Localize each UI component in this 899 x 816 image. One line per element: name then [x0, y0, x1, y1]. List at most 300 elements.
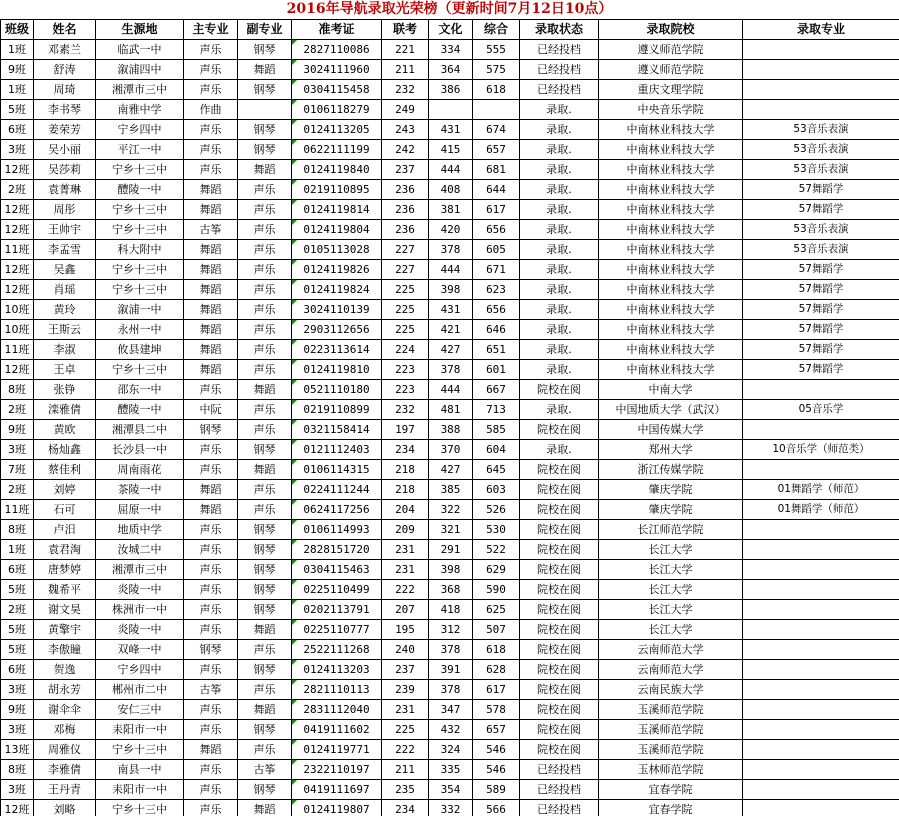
cell-status[interactable]: 录取. — [520, 160, 599, 180]
cell-name[interactable]: 邓素兰 — [34, 40, 96, 60]
cell-university[interactable]: 中南林业科技大学 — [599, 200, 743, 220]
cell-joint-exam[interactable]: 231 — [382, 540, 429, 560]
cell-composite[interactable]: 667 — [473, 380, 520, 400]
cell-university[interactable]: 云南师范大学 — [599, 660, 743, 680]
cell-joint-exam[interactable]: 225 — [382, 300, 429, 320]
cell-origin[interactable]: 湘潭县二中 — [96, 420, 184, 440]
cell-name[interactable]: 胡永芳 — [34, 680, 96, 700]
cell-main-major[interactable]: 声乐 — [184, 760, 238, 780]
cell-status[interactable]: 录取. — [520, 320, 599, 340]
cell-ticket-number[interactable]: 0121112403 — [292, 440, 382, 460]
cell-culture[interactable]: 398 — [429, 560, 473, 580]
cell-main-major[interactable]: 声乐 — [184, 40, 238, 60]
cell-status[interactable]: 已经投档 — [520, 60, 599, 80]
cell-ticket-number[interactable]: 0304115463 — [292, 560, 382, 580]
cell-joint-exam[interactable]: 234 — [382, 440, 429, 460]
cell-origin[interactable]: 宁乡十三中 — [96, 200, 184, 220]
cell-status[interactable]: 录取. — [520, 360, 599, 380]
cell-ticket-number[interactable]: 0124113205 — [292, 120, 382, 140]
cell-name[interactable]: 谢伞伞 — [34, 700, 96, 720]
cell-main-major[interactable]: 古筝 — [184, 220, 238, 240]
cell-culture[interactable]: 421 — [429, 320, 473, 340]
cell-main-major[interactable]: 声乐 — [184, 800, 238, 816]
cell-culture[interactable]: 312 — [429, 620, 473, 640]
cell-minor-major[interactable]: 声乐 — [238, 400, 292, 420]
cell-main-major[interactable]: 舞蹈 — [184, 500, 238, 520]
cell-major[interactable]: 01舞蹈学（师范） — [743, 480, 899, 500]
cell-origin[interactable]: 耒阳市一中 — [96, 720, 184, 740]
cell-major[interactable] — [743, 720, 899, 740]
cell-name[interactable]: 李淑 — [34, 340, 96, 360]
cell-main-major[interactable]: 声乐 — [184, 660, 238, 680]
cell-main-major[interactable]: 声乐 — [184, 60, 238, 80]
cell-name[interactable]: 石可 — [34, 500, 96, 520]
cell-major[interactable]: 05音乐学 — [743, 400, 899, 420]
cell-joint-exam[interactable]: 223 — [382, 380, 429, 400]
cell-status[interactable]: 录取. — [520, 260, 599, 280]
cell-ticket-number[interactable]: 0124119814 — [292, 200, 382, 220]
cell-ticket-number[interactable]: 0219110895 — [292, 180, 382, 200]
cell-origin[interactable]: 湘潭市三中 — [96, 80, 184, 100]
cell-composite[interactable]: 618 — [473, 80, 520, 100]
cell-joint-exam[interactable]: 234 — [382, 800, 429, 816]
cell-ticket-number[interactable]: 0225110499 — [292, 580, 382, 600]
cell-status[interactable]: 录取. — [520, 100, 599, 120]
cell-class[interactable]: 6班 — [1, 120, 34, 140]
cell-culture[interactable]: 431 — [429, 300, 473, 320]
cell-origin[interactable]: 屈原一中 — [96, 500, 184, 520]
cell-main-major[interactable]: 舞蹈 — [184, 260, 238, 280]
cell-origin[interactable]: 周南雨花 — [96, 460, 184, 480]
cell-origin[interactable]: 宁乡十三中 — [96, 220, 184, 240]
cell-culture[interactable]: 334 — [429, 40, 473, 60]
cell-status[interactable]: 院校在阅 — [520, 520, 599, 540]
cell-major[interactable]: 57舞蹈学 — [743, 340, 899, 360]
cell-status[interactable]: 已经投档 — [520, 80, 599, 100]
cell-major[interactable]: 57舞蹈学 — [743, 180, 899, 200]
cell-class[interactable]: 9班 — [1, 700, 34, 720]
cell-origin[interactable]: 耒阳市一中 — [96, 780, 184, 800]
cell-university[interactable]: 长江大学 — [599, 580, 743, 600]
cell-class[interactable]: 1班 — [1, 540, 34, 560]
cell-composite[interactable]: 656 — [473, 220, 520, 240]
cell-name[interactable]: 袁君淘 — [34, 540, 96, 560]
cell-ticket-number[interactable]: 3024111960 — [292, 60, 382, 80]
cell-status[interactable]: 院校在阅 — [520, 600, 599, 620]
cell-name[interactable]: 谢文昊 — [34, 600, 96, 620]
cell-joint-exam[interactable]: 218 — [382, 460, 429, 480]
cell-joint-exam[interactable]: 225 — [382, 320, 429, 340]
cell-university[interactable]: 长江大学 — [599, 560, 743, 580]
cell-university[interactable]: 中南林业科技大学 — [599, 260, 743, 280]
cell-main-major[interactable]: 舞蹈 — [184, 740, 238, 760]
cell-major[interactable] — [743, 100, 899, 120]
cell-composite[interactable]: 628 — [473, 660, 520, 680]
cell-composite[interactable]: 674 — [473, 120, 520, 140]
cell-major[interactable]: 53音乐表演 — [743, 240, 899, 260]
cell-culture[interactable]: 368 — [429, 580, 473, 600]
cell-joint-exam[interactable]: 209 — [382, 520, 429, 540]
cell-class[interactable]: 2班 — [1, 480, 34, 500]
cell-ticket-number[interactable]: 0419111697 — [292, 780, 382, 800]
cell-minor-major[interactable]: 声乐 — [238, 320, 292, 340]
cell-ticket-number[interactable]: 2827110086 — [292, 40, 382, 60]
cell-joint-exam[interactable]: 225 — [382, 720, 429, 740]
cell-joint-exam[interactable]: 236 — [382, 200, 429, 220]
cell-main-major[interactable]: 钢琴 — [184, 640, 238, 660]
cell-status[interactable]: 院校在阅 — [520, 480, 599, 500]
cell-origin[interactable]: 炎陵一中 — [96, 620, 184, 640]
cell-ticket-number[interactable]: 0224111244 — [292, 480, 382, 500]
cell-class[interactable]: 11班 — [1, 340, 34, 360]
cell-minor-major[interactable]: 声乐 — [238, 280, 292, 300]
cell-composite[interactable]: 601 — [473, 360, 520, 380]
cell-joint-exam[interactable]: 227 — [382, 260, 429, 280]
cell-university[interactable]: 中南林业科技大学 — [599, 160, 743, 180]
cell-joint-exam[interactable]: 232 — [382, 400, 429, 420]
cell-origin[interactable]: 攸县建坤 — [96, 340, 184, 360]
cell-culture[interactable]: 322 — [429, 500, 473, 520]
cell-composite[interactable]: 651 — [473, 340, 520, 360]
cell-main-major[interactable]: 声乐 — [184, 80, 238, 100]
cell-origin[interactable]: 双峰一中 — [96, 640, 184, 660]
cell-name[interactable]: 邓梅 — [34, 720, 96, 740]
cell-origin[interactable]: 宁乡十三中 — [96, 800, 184, 816]
cell-status[interactable]: 录取. — [520, 200, 599, 220]
cell-ticket-number[interactable]: 0622111199 — [292, 140, 382, 160]
cell-culture[interactable]: 378 — [429, 360, 473, 380]
cell-name[interactable]: 袁菁琳 — [34, 180, 96, 200]
cell-university[interactable]: 玉林师范学院 — [599, 760, 743, 780]
cell-status[interactable]: 已经投档 — [520, 760, 599, 780]
cell-name[interactable]: 滦雅倩 — [34, 400, 96, 420]
cell-main-major[interactable]: 舞蹈 — [184, 300, 238, 320]
cell-minor-major[interactable]: 舞蹈 — [238, 700, 292, 720]
cell-composite[interactable]: 507 — [473, 620, 520, 640]
cell-minor-major[interactable]: 钢琴 — [238, 40, 292, 60]
cell-major[interactable] — [743, 420, 899, 440]
cell-ticket-number[interactable]: 0225110777 — [292, 620, 382, 640]
cell-ticket-number[interactable]: 0124113203 — [292, 660, 382, 680]
cell-major[interactable] — [743, 580, 899, 600]
cell-class[interactable]: 12班 — [1, 280, 34, 300]
cell-culture[interactable]: 291 — [429, 540, 473, 560]
cell-culture[interactable]: 398 — [429, 280, 473, 300]
cell-main-major[interactable]: 声乐 — [184, 600, 238, 620]
cell-joint-exam[interactable]: 204 — [382, 500, 429, 520]
cell-joint-exam[interactable]: 211 — [382, 60, 429, 80]
cell-culture[interactable]: 415 — [429, 140, 473, 160]
cell-composite[interactable]: 546 — [473, 740, 520, 760]
cell-class[interactable]: 5班 — [1, 100, 34, 120]
cell-minor-major[interactable]: 声乐 — [238, 180, 292, 200]
cell-joint-exam[interactable]: 207 — [382, 600, 429, 620]
cell-joint-exam[interactable]: 211 — [382, 760, 429, 780]
cell-minor-major[interactable]: 声乐 — [238, 680, 292, 700]
cell-joint-exam[interactable]: 221 — [382, 40, 429, 60]
cell-origin[interactable]: 南县一中 — [96, 760, 184, 780]
cell-composite[interactable]: 713 — [473, 400, 520, 420]
cell-status[interactable]: 院校在阅 — [520, 660, 599, 680]
cell-university[interactable]: 中南林业科技大学 — [599, 340, 743, 360]
cell-university[interactable]: 遵义师范学院 — [599, 40, 743, 60]
cell-main-major[interactable]: 声乐 — [184, 120, 238, 140]
cell-name[interactable]: 刘略 — [34, 800, 96, 816]
cell-culture[interactable]: 324 — [429, 740, 473, 760]
cell-origin[interactable]: 平江一中 — [96, 140, 184, 160]
cell-major[interactable]: 10音乐学（师范类） — [743, 440, 899, 460]
cell-name[interactable]: 杨灿鑫 — [34, 440, 96, 460]
cell-university[interactable]: 长江大学 — [599, 540, 743, 560]
cell-university[interactable]: 中南林业科技大学 — [599, 280, 743, 300]
cell-composite[interactable]: 623 — [473, 280, 520, 300]
cell-main-major[interactable]: 古筝 — [184, 680, 238, 700]
cell-main-major[interactable]: 舞蹈 — [184, 240, 238, 260]
cell-name[interactable]: 李书琴 — [34, 100, 96, 120]
cell-composite[interactable]: 522 — [473, 540, 520, 560]
cell-university[interactable]: 肇庆学院 — [599, 500, 743, 520]
cell-university[interactable]: 肇庆学院 — [599, 480, 743, 500]
cell-major[interactable]: 01舞蹈学（师范） — [743, 500, 899, 520]
cell-origin[interactable]: 溆浦一中 — [96, 300, 184, 320]
cell-culture[interactable]: 381 — [429, 200, 473, 220]
cell-main-major[interactable]: 声乐 — [184, 380, 238, 400]
cell-university[interactable]: 中南林业科技大学 — [599, 300, 743, 320]
cell-major[interactable] — [743, 540, 899, 560]
cell-minor-major[interactable]: 钢琴 — [238, 520, 292, 540]
cell-composite[interactable]: 555 — [473, 40, 520, 60]
cell-university[interactable]: 中国地质大学（武汉） — [599, 400, 743, 420]
cell-origin[interactable]: 溆浦四中 — [96, 60, 184, 80]
cell-ticket-number[interactable]: 2828151720 — [292, 540, 382, 560]
cell-university[interactable]: 云南民族大学 — [599, 680, 743, 700]
cell-composite[interactable]: 604 — [473, 440, 520, 460]
cell-university[interactable]: 中南大学 — [599, 380, 743, 400]
cell-culture[interactable] — [429, 100, 473, 120]
cell-composite[interactable]: 681 — [473, 160, 520, 180]
cell-origin[interactable]: 宁乡十三中 — [96, 260, 184, 280]
cell-ticket-number[interactable]: 0106114315 — [292, 460, 382, 480]
cell-culture[interactable]: 347 — [429, 700, 473, 720]
cell-status[interactable]: 院校在阅 — [520, 460, 599, 480]
cell-origin[interactable]: 醴陵一中 — [96, 400, 184, 420]
cell-origin[interactable]: 地质中学 — [96, 520, 184, 540]
cell-culture[interactable]: 354 — [429, 780, 473, 800]
cell-major[interactable]: 53音乐表演 — [743, 140, 899, 160]
cell-joint-exam[interactable]: 231 — [382, 560, 429, 580]
cell-university[interactable]: 长江大学 — [599, 600, 743, 620]
cell-composite[interactable]: 671 — [473, 260, 520, 280]
cell-ticket-number[interactable]: 0124119824 — [292, 280, 382, 300]
cell-class[interactable]: 2班 — [1, 400, 34, 420]
cell-minor-major[interactable]: 声乐 — [238, 420, 292, 440]
cell-culture[interactable]: 444 — [429, 260, 473, 280]
cell-major[interactable] — [743, 620, 899, 640]
cell-composite[interactable]: 657 — [473, 720, 520, 740]
cell-joint-exam[interactable]: 237 — [382, 660, 429, 680]
cell-status[interactable]: 录取. — [520, 300, 599, 320]
cell-main-major[interactable]: 声乐 — [184, 540, 238, 560]
cell-composite[interactable]: 603 — [473, 480, 520, 500]
cell-status[interactable]: 院校在阅 — [520, 640, 599, 660]
cell-main-major[interactable]: 声乐 — [184, 160, 238, 180]
cell-minor-major[interactable]: 声乐 — [238, 500, 292, 520]
cell-origin[interactable]: 邵东一中 — [96, 380, 184, 400]
cell-joint-exam[interactable]: 235 — [382, 780, 429, 800]
cell-joint-exam[interactable]: 240 — [382, 640, 429, 660]
cell-university[interactable]: 重庆文理学院 — [599, 80, 743, 100]
cell-university[interactable]: 长江师范学院 — [599, 520, 743, 540]
cell-origin[interactable]: 宁乡四中 — [96, 660, 184, 680]
cell-joint-exam[interactable]: 239 — [382, 680, 429, 700]
cell-origin[interactable]: 炎陵一中 — [96, 580, 184, 600]
cell-class[interactable]: 11班 — [1, 500, 34, 520]
cell-culture[interactable]: 385 — [429, 480, 473, 500]
cell-origin[interactable]: 临武一中 — [96, 40, 184, 60]
cell-status[interactable]: 已经投档 — [520, 40, 599, 60]
cell-minor-major[interactable]: 钢琴 — [238, 80, 292, 100]
cell-composite[interactable]: 585 — [473, 420, 520, 440]
cell-main-major[interactable]: 舞蹈 — [184, 280, 238, 300]
cell-name[interactable]: 王卓 — [34, 360, 96, 380]
cell-class[interactable]: 1班 — [1, 80, 34, 100]
cell-name[interactable]: 舒涛 — [34, 60, 96, 80]
cell-university[interactable]: 中南林业科技大学 — [599, 320, 743, 340]
cell-ticket-number[interactable]: 0106118279 — [292, 100, 382, 120]
cell-ticket-number[interactable]: 0321158414 — [292, 420, 382, 440]
cell-origin[interactable]: 永州一中 — [96, 320, 184, 340]
cell-origin[interactable]: 宁乡十三中 — [96, 280, 184, 300]
cell-ticket-number[interactable]: 0124119810 — [292, 360, 382, 380]
cell-class[interactable]: 12班 — [1, 360, 34, 380]
cell-ticket-number[interactable]: 0219110899 — [292, 400, 382, 420]
cell-class[interactable]: 11班 — [1, 240, 34, 260]
cell-class[interactable]: 12班 — [1, 200, 34, 220]
cell-ticket-number[interactable]: 0124119840 — [292, 160, 382, 180]
cell-minor-major[interactable]: 声乐 — [238, 740, 292, 760]
cell-main-major[interactable]: 声乐 — [184, 440, 238, 460]
cell-composite[interactable]: 546 — [473, 760, 520, 780]
cell-culture[interactable]: 378 — [429, 640, 473, 660]
cell-status[interactable]: 录取. — [520, 120, 599, 140]
cell-ticket-number[interactable]: 0124119826 — [292, 260, 382, 280]
cell-university[interactable]: 浙江传媒学院 — [599, 460, 743, 480]
cell-university[interactable]: 玉溪师范学院 — [599, 720, 743, 740]
cell-major[interactable] — [743, 460, 899, 480]
cell-university[interactable]: 中南林业科技大学 — [599, 140, 743, 160]
cell-origin[interactable]: 宁乡四中 — [96, 120, 184, 140]
cell-culture[interactable]: 444 — [429, 380, 473, 400]
cell-origin[interactable]: 安仁三中 — [96, 700, 184, 720]
cell-ticket-number[interactable]: 2903112656 — [292, 320, 382, 340]
cell-major[interactable]: 53音乐表演 — [743, 120, 899, 140]
cell-minor-major[interactable]: 舞蹈 — [238, 60, 292, 80]
cell-minor-major[interactable]: 舞蹈 — [238, 460, 292, 480]
cell-minor-major[interactable]: 声乐 — [238, 360, 292, 380]
cell-major[interactable] — [743, 660, 899, 680]
cell-origin[interactable]: 长沙县一中 — [96, 440, 184, 460]
cell-origin[interactable]: 郴州市二中 — [96, 680, 184, 700]
cell-culture[interactable]: 321 — [429, 520, 473, 540]
cell-culture[interactable]: 431 — [429, 120, 473, 140]
cell-ticket-number[interactable]: 0124119807 — [292, 800, 382, 816]
cell-origin[interactable]: 宁乡十三中 — [96, 160, 184, 180]
cell-status[interactable]: 院校在阅 — [520, 620, 599, 640]
cell-major[interactable] — [743, 600, 899, 620]
cell-major[interactable] — [743, 60, 899, 80]
cell-minor-major[interactable]: 钢琴 — [238, 140, 292, 160]
cell-status[interactable]: 院校在阅 — [520, 740, 599, 760]
cell-culture[interactable]: 332 — [429, 800, 473, 816]
cell-minor-major[interactable]: 舞蹈 — [238, 620, 292, 640]
cell-major[interactable] — [743, 800, 899, 816]
cell-university[interactable]: 中南林业科技大学 — [599, 220, 743, 240]
cell-minor-major[interactable]: 钢琴 — [238, 720, 292, 740]
cell-joint-exam[interactable]: 222 — [382, 580, 429, 600]
cell-class[interactable]: 2班 — [1, 180, 34, 200]
cell-minor-major[interactable]: 钢琴 — [238, 780, 292, 800]
cell-university[interactable]: 郑州大学 — [599, 440, 743, 460]
cell-major[interactable]: 57舞蹈学 — [743, 260, 899, 280]
cell-name[interactable]: 吴鑫 — [34, 260, 96, 280]
cell-minor-major[interactable]: 声乐 — [238, 200, 292, 220]
cell-class[interactable]: 1班 — [1, 40, 34, 60]
cell-composite[interactable]: 646 — [473, 320, 520, 340]
cell-university[interactable]: 中南林业科技大学 — [599, 360, 743, 380]
cell-minor-major[interactable]: 钢琴 — [238, 120, 292, 140]
cell-composite[interactable]: 578 — [473, 700, 520, 720]
cell-minor-major[interactable] — [238, 100, 292, 120]
cell-origin[interactable]: 茶陵一中 — [96, 480, 184, 500]
cell-major[interactable] — [743, 780, 899, 800]
cell-status[interactable]: 院校在阅 — [520, 700, 599, 720]
cell-status[interactable]: 录取. — [520, 440, 599, 460]
cell-class[interactable]: 12班 — [1, 800, 34, 816]
cell-origin[interactable]: 醴陵一中 — [96, 180, 184, 200]
cell-name[interactable]: 刘婷 — [34, 480, 96, 500]
cell-joint-exam[interactable]: 195 — [382, 620, 429, 640]
cell-culture[interactable]: 427 — [429, 460, 473, 480]
cell-joint-exam[interactable]: 227 — [382, 240, 429, 260]
cell-major[interactable] — [743, 40, 899, 60]
cell-name[interactable]: 黄擎宇 — [34, 620, 96, 640]
cell-culture[interactable]: 386 — [429, 80, 473, 100]
cell-minor-major[interactable]: 声乐 — [238, 640, 292, 660]
cell-status[interactable]: 院校在阅 — [520, 540, 599, 560]
cell-origin[interactable]: 株洲市一中 — [96, 600, 184, 620]
cell-class[interactable]: 2班 — [1, 600, 34, 620]
cell-name[interactable]: 张铮 — [34, 380, 96, 400]
cell-class[interactable]: 3班 — [1, 780, 34, 800]
cell-composite[interactable]: 657 — [473, 140, 520, 160]
cell-name[interactable]: 肖瑶 — [34, 280, 96, 300]
cell-minor-major[interactable]: 声乐 — [238, 240, 292, 260]
cell-composite[interactable]: 590 — [473, 580, 520, 600]
cell-name[interactable]: 李孟雪 — [34, 240, 96, 260]
cell-name[interactable]: 周雅仪 — [34, 740, 96, 760]
cell-composite[interactable]: 605 — [473, 240, 520, 260]
cell-main-major[interactable]: 舞蹈 — [184, 180, 238, 200]
cell-class[interactable]: 13班 — [1, 740, 34, 760]
cell-culture[interactable]: 378 — [429, 240, 473, 260]
cell-major[interactable] — [743, 520, 899, 540]
cell-name[interactable]: 吴小丽 — [34, 140, 96, 160]
cell-ticket-number[interactable]: 0202113791 — [292, 600, 382, 620]
cell-major[interactable] — [743, 740, 899, 760]
cell-composite[interactable]: 566 — [473, 800, 520, 816]
cell-university[interactable]: 玉溪师范学院 — [599, 700, 743, 720]
cell-name[interactable]: 姜荣芳 — [34, 120, 96, 140]
